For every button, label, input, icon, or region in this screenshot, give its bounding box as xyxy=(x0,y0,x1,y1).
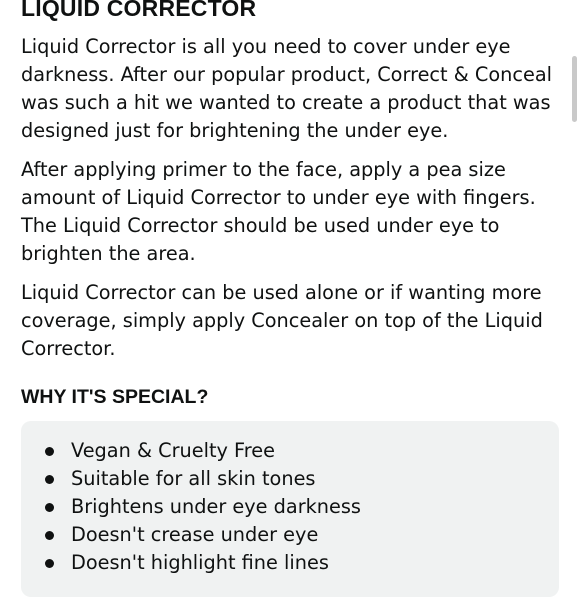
list-item xyxy=(45,521,559,549)
special-features-list xyxy=(21,437,559,577)
list-item-text: Suitable for all skin tones xyxy=(71,467,316,490)
list-item xyxy=(45,465,559,493)
special-section-heading: WHY IT'S SPECIAL? xyxy=(21,386,209,408)
bullet-icon xyxy=(45,531,54,540)
description-paragraph-1: Liquid Corrector is all you need to cover under eye darkness. After our popular product, Correct & Conceal was such a hit we wanted to create a product that was designed just for brightening the under eye. xyxy=(21,35,553,142)
list-item xyxy=(45,549,559,577)
list-item xyxy=(45,437,559,465)
description-paragraph-2: After applying primer to the face, apply a pea size amount of Liquid Corrector to under eye with fingers. The Liquid Corrector should be used under eye to brighten the area. xyxy=(21,158,536,265)
list-item xyxy=(45,493,559,521)
bullet-icon xyxy=(45,447,54,456)
product-title: LIQUID CORRECTOR xyxy=(21,0,257,21)
list-item-text: Doesn't highlight fine lines xyxy=(71,551,329,574)
list-item-text: Doesn't crease under eye xyxy=(71,523,319,546)
list-item-text: Vegan & Cruelty Free xyxy=(71,439,275,462)
special-features-box xyxy=(21,421,559,597)
vertical-scrollbar[interactable] xyxy=(572,56,577,122)
product-description xyxy=(21,0,559,597)
description-paragraph-3: Liquid Corrector can be used alone or if wanting more coverage, simply apply Concealer on top of the Liquid Corrector. xyxy=(21,281,543,360)
list-item-text: Brightens under eye darkness xyxy=(71,495,361,518)
bullet-icon xyxy=(45,503,54,512)
bullet-icon xyxy=(45,559,54,568)
bullet-icon xyxy=(45,475,54,484)
